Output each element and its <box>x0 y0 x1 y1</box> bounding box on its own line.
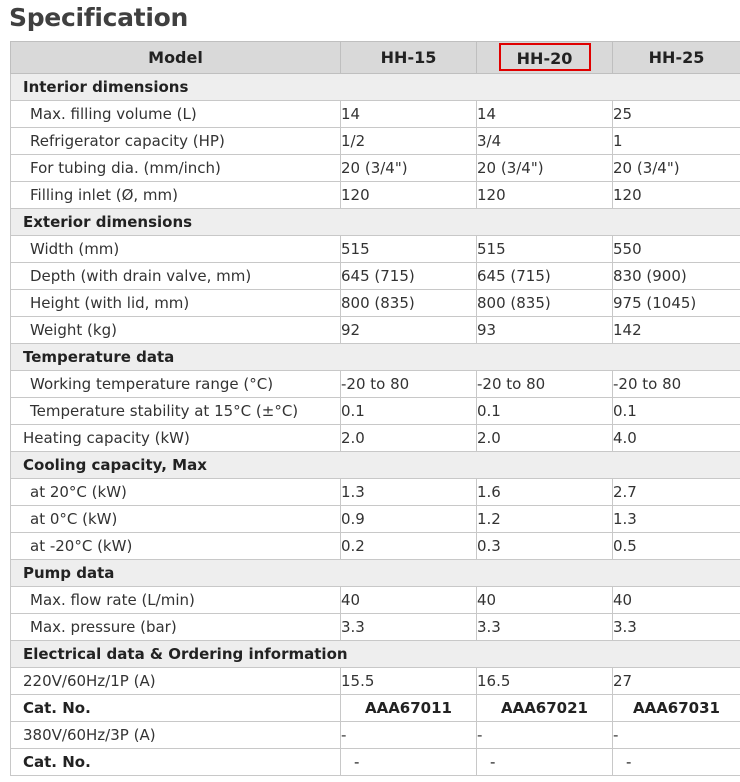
cell-value: 4.0 <box>613 425 740 452</box>
row-label: Max. flow rate (L/min) <box>11 587 341 614</box>
cell-value: 800 (835) <box>477 290 613 317</box>
cell-value: 1.2 <box>477 506 613 533</box>
row-label: Refrigerator capacity (HP) <box>11 128 341 155</box>
row-label: 220V/60Hz/1P (A) <box>11 668 341 695</box>
section-title: Pump data <box>11 560 740 587</box>
row-label: 380V/60Hz/3P (A) <box>11 722 341 749</box>
model-hh20-header <box>477 42 613 74</box>
section-title: Cooling capacity, Max <box>11 452 740 479</box>
cell-value: 93 <box>477 317 613 344</box>
cell-value: 120 <box>341 182 477 209</box>
cell-value: 0.3 <box>477 533 613 560</box>
cell-value: 1/2 <box>341 128 477 155</box>
table-row <box>11 587 740 614</box>
cell-value: 120 <box>613 182 740 209</box>
catalog-number: AAA67021 <box>477 695 613 722</box>
cell-value: 142 <box>613 317 740 344</box>
cell-value: 3.3 <box>341 614 477 641</box>
table-row <box>11 533 740 560</box>
row-label: Cat. No. <box>11 749 341 776</box>
table-row <box>11 722 740 749</box>
cell-value: - <box>613 722 740 749</box>
cell-value: 550 <box>613 236 740 263</box>
table-row <box>11 128 740 155</box>
cell-value: 645 (715) <box>341 263 477 290</box>
section-title: Interior dimensions <box>11 74 740 101</box>
table-row <box>11 317 740 344</box>
model-hh15-header: HH-15 <box>341 42 477 74</box>
section-pump <box>11 560 740 587</box>
cell-value: 40 <box>613 587 740 614</box>
table-row <box>11 155 740 182</box>
cell-value: 14 <box>341 101 477 128</box>
cell-value: 0.9 <box>341 506 477 533</box>
cell-value: 0.2 <box>341 533 477 560</box>
table-row <box>11 506 740 533</box>
table-row <box>11 614 740 641</box>
cell-value: 3.3 <box>477 614 613 641</box>
highlight-box: HH-20 <box>499 43 591 71</box>
section-title: Exterior dimensions <box>11 209 740 236</box>
cell-value: 14 <box>477 101 613 128</box>
cell-value: 15.5 <box>341 668 477 695</box>
cell-value: 92 <box>341 317 477 344</box>
table-row <box>11 101 740 128</box>
row-label: Width (mm) <box>11 236 341 263</box>
table-row <box>11 398 740 425</box>
row-label: Heating capacity (kW) <box>11 425 341 452</box>
cell-value: -20 to 80 <box>613 371 740 398</box>
cell-value: 1.3 <box>613 506 740 533</box>
header-row <box>11 42 740 74</box>
table-row <box>11 425 740 452</box>
catalog-number: AAA67031 <box>613 695 740 722</box>
row-label: at 0°C (kW) <box>11 506 341 533</box>
row-label: at 20°C (kW) <box>11 479 341 506</box>
section-title: Electrical data & Ordering information <box>11 641 740 668</box>
model-header: Model <box>11 42 341 74</box>
table-row <box>11 290 740 317</box>
cell-value: 0.1 <box>477 398 613 425</box>
catalog-number: - <box>477 749 613 776</box>
row-label: Cat. No. <box>11 695 341 722</box>
cell-value: 0.1 <box>613 398 740 425</box>
cell-value: 3/4 <box>477 128 613 155</box>
catalog-row <box>11 749 740 776</box>
cell-value: 2.7 <box>613 479 740 506</box>
row-label: Temperature stability at 15°C (±°C) <box>11 398 341 425</box>
section-electrical <box>11 641 740 668</box>
page-title: Specification <box>9 3 188 32</box>
cell-value: 975 (1045) <box>613 290 740 317</box>
cell-value: 40 <box>477 587 613 614</box>
row-label: Max. filling volume (L) <box>11 101 341 128</box>
cell-value: - <box>477 722 613 749</box>
table-row <box>11 182 740 209</box>
cell-value: 40 <box>341 587 477 614</box>
cell-value: 2.0 <box>341 425 477 452</box>
row-label: Filling inlet (Ø, mm) <box>11 182 341 209</box>
cell-value: - <box>341 722 477 749</box>
row-label: Height (with lid, mm) <box>11 290 341 317</box>
cell-value: 800 (835) <box>341 290 477 317</box>
model-hh25-header: HH-25 <box>613 42 740 74</box>
cell-value: 25 <box>613 101 740 128</box>
table-row <box>11 479 740 506</box>
row-label: at -20°C (kW) <box>11 533 341 560</box>
catalog-number: - <box>341 749 477 776</box>
section-temperature <box>11 344 740 371</box>
cell-value: 515 <box>341 236 477 263</box>
cell-value: 515 <box>477 236 613 263</box>
cell-value: -20 to 80 <box>477 371 613 398</box>
cell-value: 830 (900) <box>613 263 740 290</box>
cell-value: 20 (3/4") <box>477 155 613 182</box>
table-row <box>11 236 740 263</box>
cell-value: 1 <box>613 128 740 155</box>
cell-value: 645 (715) <box>477 263 613 290</box>
cell-value: 20 (3/4") <box>613 155 740 182</box>
cell-value: 20 (3/4") <box>341 155 477 182</box>
cell-value: 1.3 <box>341 479 477 506</box>
cell-value: 0.5 <box>613 533 740 560</box>
row-label: Working temperature range (°C) <box>11 371 341 398</box>
cell-value: 2.0 <box>477 425 613 452</box>
cell-value: -20 to 80 <box>341 371 477 398</box>
catalog-number: - <box>613 749 740 776</box>
specification-table <box>10 41 740 776</box>
catalog-number: AAA67011 <box>341 695 477 722</box>
cell-value: 27 <box>613 668 740 695</box>
table-row <box>11 263 740 290</box>
row-label: Weight (kg) <box>11 317 341 344</box>
section-cooling <box>11 452 740 479</box>
catalog-row <box>11 695 740 722</box>
section-interior <box>11 74 740 101</box>
cell-value: 16.5 <box>477 668 613 695</box>
row-label: Depth (with drain valve, mm) <box>11 263 341 290</box>
cell-value: 1.6 <box>477 479 613 506</box>
cell-value: 120 <box>477 182 613 209</box>
cell-value: 3.3 <box>613 614 740 641</box>
row-label: For tubing dia. (mm/inch) <box>11 155 341 182</box>
section-exterior <box>11 209 740 236</box>
section-title: Temperature data <box>11 344 740 371</box>
table-row <box>11 668 740 695</box>
row-label: Max. pressure (bar) <box>11 614 341 641</box>
table-row <box>11 371 740 398</box>
cell-value: 0.1 <box>341 398 477 425</box>
